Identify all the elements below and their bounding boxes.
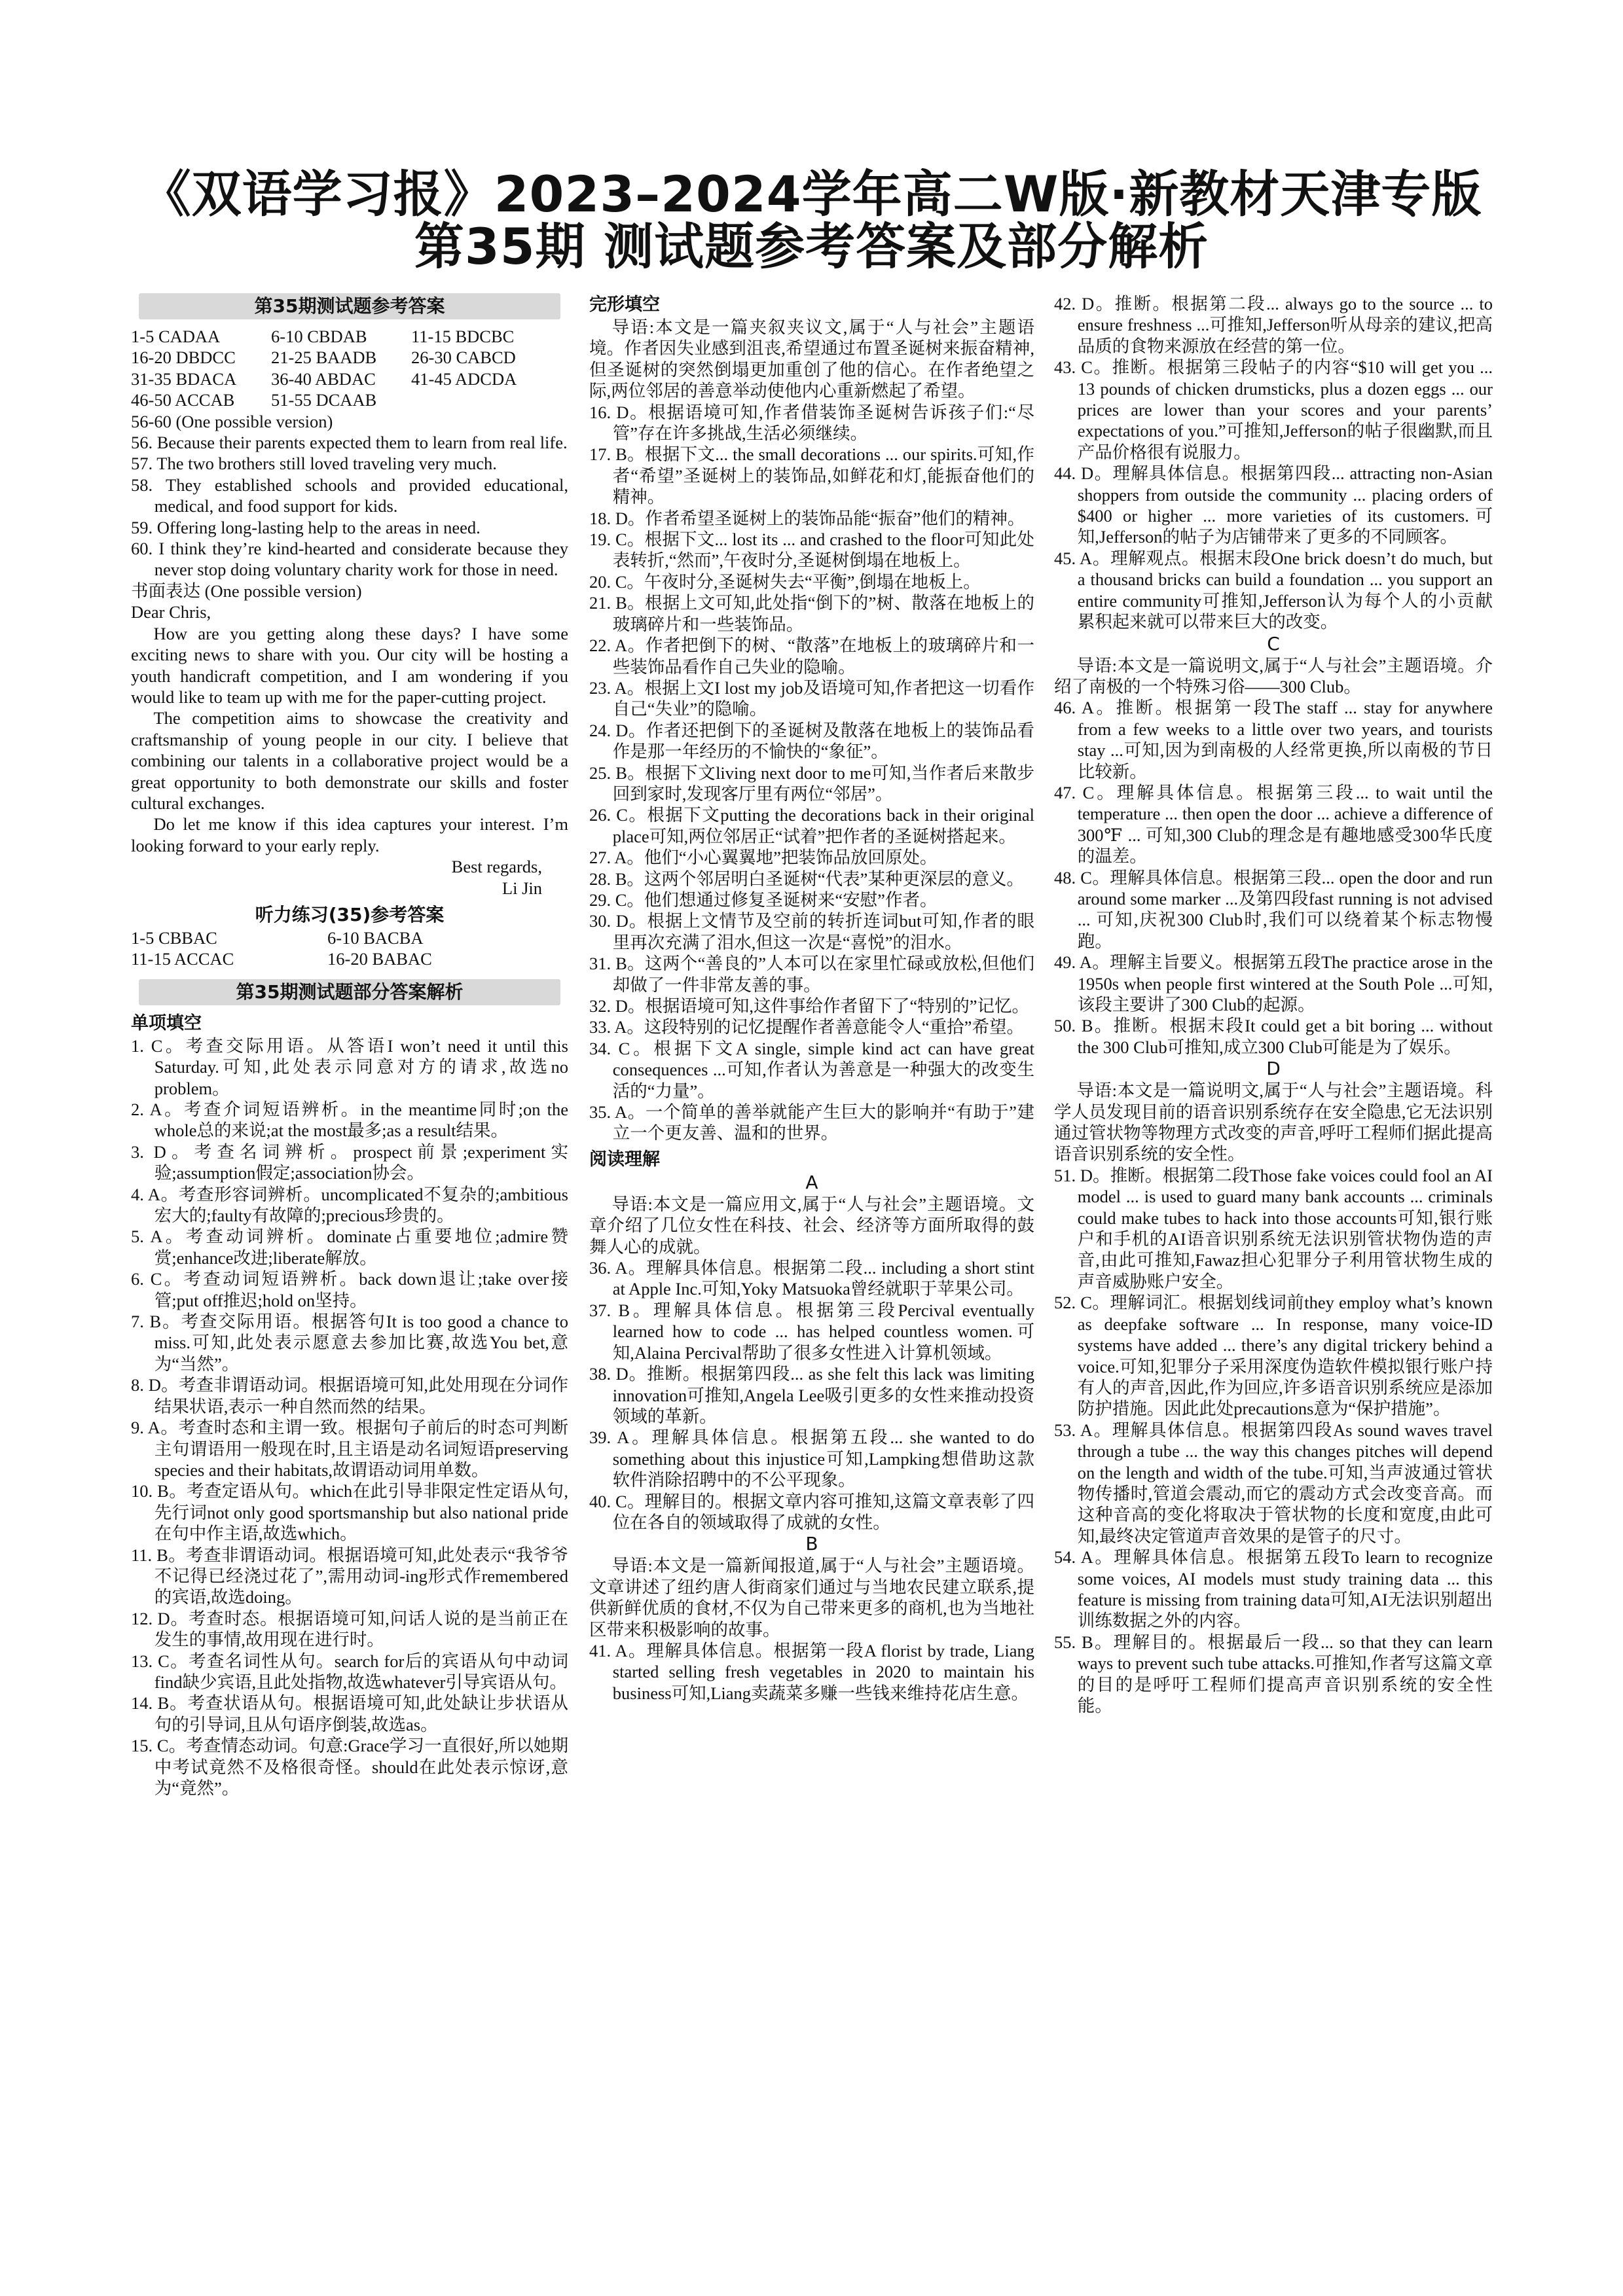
explanation-item: 3. D。考查名词辨析。prospect前景;experiment实验;assumption假定;association协会。 xyxy=(131,1141,568,1183)
column-1 xyxy=(131,293,568,1799)
column-3 xyxy=(1054,293,1493,1716)
intro-paragraph: 导语:本文是一篇说明文,属于“人与社会”主题语境。介绍了南极的一个特殊习俗——300 Club。 xyxy=(1054,655,1493,696)
explanation-item: 49. A。理解主旨要义。根据第五段The practice arose in the 1950s when people first wintered at the South Pole ...可知,该段主要讲了300 Club的起源。 xyxy=(1054,952,1493,1014)
explanation-item: 30. D。根据上文情节及空前的转折连词but可知,作者的眼里再次充满了泪水,但这一次是“喜悦”的泪水。 xyxy=(589,911,1034,952)
page-title-line-1: 《双语学习报》2023–2024学年高二W版·新教材天津专版 xyxy=(141,165,1482,223)
letter-paragraph: Do let me know if this idea captures your interest. I’m looking forward to your early reply. xyxy=(131,814,568,855)
explanation-item: 27. A。他们“小心翼翼地”把装饰品放回原处。 xyxy=(589,848,938,868)
answer-key-cell: 26-30 CABCD xyxy=(411,348,516,368)
answer-key-cell: 31-35 BDACA xyxy=(131,368,237,389)
explanation-item: 34. C。根据下文A single, simple kind act can have great consequences ...可知,作者认为善意是一种强大的改变生活的“力量”。 xyxy=(589,1038,1034,1101)
part-label: A xyxy=(805,1171,818,1193)
explanation-item: 6. C。考查动词短语辨析。back down退让;take over接管;put off推迟;hold on坚持。 xyxy=(131,1269,568,1310)
intro-paragraph: 导语:本文是一篇说明文,属于“人与社会”主题语境。科学人员发现目前的语音识别系统存在安全隐患,它无法识别通过管状物等物理方式改变的声音,呼吁工程师们据此提高语音识别系统的安全性。 xyxy=(1054,1081,1493,1164)
explanation-item: 42. D。推断。根据第二段... always go to the source ... to ensure freshness ...可推知,Jefferson听从母亲的建议,把高品质的食物来源放在经营的第一位。 xyxy=(1054,294,1493,356)
explanation-item: 17. B。根据下文... the small decorations ... our spirits.可知,作者“希望”圣诞树上的装饰品,如鲜花和灯,能振奋他们的精神。 xyxy=(589,444,1034,507)
answer-key-cell: 16-20 DBDCC xyxy=(131,348,236,368)
explanation-item: 20. C。午夜时分,圣诞树失去“平衡”,倒塌在地板上。 xyxy=(589,571,981,592)
explanation-item: 24. D。作者还把倒下的圣诞树及散落在地板上的装饰品看作是那一年经历的不愉快的“象征”。 xyxy=(589,720,1034,762)
explanation-item: 9. A。考查时态和主谓一致。根据句子前后的时态可判断主句谓语用一般现在时,且主语是动名词短语preserving species and their habitats,故谓语动词用单数。 xyxy=(131,1418,568,1480)
explanation-item: 21. B。根据上文可知,此处指“倒下的”树、散落在地板上的玻璃碎片和一些装饰品。 xyxy=(589,593,1034,634)
explanation-item: 37. B。理解具体信息。根据第三段Percival eventually learned how to code ... has helped countless women.可知,Alaina Percival帮助了很多女性进入计算机领域。 xyxy=(589,1300,1034,1363)
explanations-band: 第35期测试题部分答案解析 xyxy=(139,979,560,1005)
answer-key-cell: 6-10 BACBA xyxy=(327,927,424,948)
listening-heading: 听力练习(35)参考答案 xyxy=(255,903,445,925)
explanation-item: 16. D。根据语境可知,作者借装饰圣诞树告诉孩子们:“尽管”存在许多挑战,生活必须继续。 xyxy=(589,402,1034,444)
answer-key-cell: 11-15 BDCBC xyxy=(411,327,515,346)
explanation-item: 4. A。考查形容词辨析。uncomplicated不复杂的;ambitious宏大的;faulty有故障的;precious珍贵的。 xyxy=(131,1184,568,1226)
letter-signature: Li Jin xyxy=(501,878,542,898)
part-label: B xyxy=(805,1533,818,1555)
intro-paragraph: 导语:本文是一篇夹叙夹议文,属于“人与社会”主题语境。作者因失业感到沮丧,希望通过布置圣诞树来振奋精神,但圣诞树的突然倒塌更加重创了他的信心。在作者绝望之际,两位邻居的善意举动使他内心重新燃起了希望。 xyxy=(589,317,1034,401)
explanation-item: 48. C。理解具体信息。根据第三段... open the door and run around some marker ...及第四段fast running is not advised ... 可知,庆祝300 Club时,我们可以绕着某个标志物慢跑。 xyxy=(1054,867,1493,951)
answer-key-cell: 21-25 BAADB xyxy=(271,348,377,368)
intro-paragraph: 导语:本文是一篇新闻报道,属于“人与社会”主题语境。文章讲述了纽约唐人街商家们通过与当地农民建立联系,提供新鲜优质的食材,不仅为自己带来更多的商机,也为当地社区带来积极影响的故事。 xyxy=(589,1556,1034,1640)
answer-key-grid xyxy=(131,326,568,411)
section-heading: 单项填空 xyxy=(131,1013,202,1033)
writing-heading: 书面表达 (One possible version) xyxy=(131,581,362,601)
explanation-item: 7. B。考查交际用语。根据答句It is too good a chance to miss.可知,此处表示愿意去参加比赛,故选You bet,意为“当然”。 xyxy=(131,1312,568,1374)
answers-band: 第35期测试题参考答案 xyxy=(139,293,560,319)
answer-key-cell: 36-40 ABDAC xyxy=(271,368,376,389)
explanation-item: 22. A。作者把倒下的树、“散落”在地板上的玻璃碎片和一些装饰品看作自己失业的隐喻。 xyxy=(589,636,1034,677)
letter-greeting: Dear Chris, xyxy=(131,602,211,622)
explanation-item: 18. D。作者希望圣诞树上的装饰品能“振奋”他们的精神。 xyxy=(589,508,1025,528)
explanation-item: 38. D。推断。根据第四段... as she felt this lack was limiting innovation可推知,Angela Lee吸引更多的女性来推动投资领域的革新。 xyxy=(589,1364,1034,1426)
explanation-item: 1. C。考查交际用语。从答语I won’t need it until this Saturday.可知,此处表示同意对方的请求,故选no problem。 xyxy=(131,1035,568,1098)
explanation-item: 35. A。一个简单的善举就能产生巨大的影响并“有助于”建立一个更友善、温和的世界。 xyxy=(589,1102,1034,1143)
explanation-item: 31. B。这两个“善良的”人本可以在家里忙碌或放松,但他们却做了一件非常友善的事。 xyxy=(589,954,1034,995)
short-answer: 58. They established schools and provided educational, medical, and food support for kids. xyxy=(131,475,568,516)
answer-key-cell: 6-10 CBDAB xyxy=(271,327,367,346)
letter-paragraph: How are you getting along these days? I have some exciting news to share with you. Our city will be hosting a youth handicraft competition, and I am wondering if you would like to team up with me for the paper-cutting project. xyxy=(131,623,568,707)
short-answer: 60. I think they’re kind-hearted and considerate because they never stop doing voluntary charity work for those in need. xyxy=(131,539,568,580)
explanation-item: 36. A。理解具体信息。根据第二段... including a short stint at Apple Inc.可知,Yoky Matsuoka曾经就职于苹果公司。 xyxy=(589,1258,1034,1299)
explanation-item: 39. A。理解具体信息。根据第五段... she wanted to do something about this injustice可知,Lampking想借助这款软件消除招聘中的不公平现象。 xyxy=(589,1427,1034,1490)
explanation-item: 15. C。考查情态动词。句意:Grace学习一直很好,所以她期中考试竟然不及格很奇怪。should在此处表示惊讶,意为“竟然”。 xyxy=(131,1736,568,1798)
explanation-item: 11. B。考查非谓语动词。根据语境可知,此处表示“我爷爷不记得已经浇过花了”,需用动词-ing形式作remembered的宾语,故选doing。 xyxy=(131,1545,568,1607)
explanation-item: 46. A。推断。根据第一段The staff ... stay for anywhere from a few weeks to a little over two years, and tourists stay ...可知,因为到南极的人经常更换,所以南极的节日比较新。 xyxy=(1054,698,1493,781)
answer-key-cell: 11-15 ACCAC xyxy=(131,949,234,969)
short-answer: 56. Because their parents expected them to learn from real life. xyxy=(131,433,568,453)
answer-key-cell: 46-50 ACCAB xyxy=(131,390,235,410)
listening-answer-grid xyxy=(131,927,568,970)
possible-version-heading: 56-60 (One possible version) xyxy=(131,411,333,431)
explanation-item: 41. A。理解具体信息。根据第一段A florist by trade, Liang started selling fresh vegetables in 2020 to maintain his business可知,Liang卖蔬菜多赚一些钱来维持花店生意。 xyxy=(589,1640,1034,1703)
answer-key-cell: 1-5 CADAA xyxy=(131,327,221,346)
explanation-item: 53. A。理解具体信息。根据第四段As sound waves travel through a tube ... the way this changes pitches will depend on the length and width of the tube.可知,当声波通过管状物传播时,管道会震动,而它的震动方式会改变音高。而这种音高的变化将取决于管状物的长度和宽度,由此可知,最终决定管道声音效果的是管子的尺寸。 xyxy=(1054,1420,1493,1546)
explanation-item: 8. D。考查非谓语动词。根据语境可知,此处用现在分词作结果状语,表示一种自然而然的结果。 xyxy=(131,1375,568,1416)
short-answer: 57. The two brothers still loved traveling very much. xyxy=(131,454,497,474)
section-heading: 完形填空 xyxy=(589,295,660,315)
answer-key-cell: 41-45 ADCDA xyxy=(411,368,517,389)
short-answer: 59. Offering long-lasting help to the areas in need. xyxy=(131,517,481,537)
explanation-item: 12. D。考查时态。根据语境可知,问话人说的是当前正在发生的事情,故用现在进行时。 xyxy=(131,1608,568,1650)
explanation-item: 26. C。根据下文putting the decorations back in their original place可知,两位邻居正“试着”把作者的圣诞树搭起来。 xyxy=(589,805,1034,846)
part-label: D xyxy=(1266,1058,1281,1080)
explanation-item: 51. D。推断。根据第二段Those fake voices could fool an AI model ... is used to guard many bank accounts ... criminals could make tubes to hack into those accounts可知,银行账户和手机的AI语音识别系统无法识别管状物伪造的声音,由此可推知,Fawaz担心犯罪分子利用管状物生成的声音威胁账户安全。 xyxy=(1054,1165,1493,1291)
column-2 xyxy=(589,293,1034,1704)
explanation-item: 5. A。考查动词辨析。dominate占重要地位;admire赞赏;enhance改进;liberate解放。 xyxy=(131,1227,568,1268)
explanation-item: 40. C。理解目的。根据文章内容可推知,这篇文章表彰了四位在各自的领域取得了成就的女性。 xyxy=(589,1491,1034,1532)
explanation-item: 23. A。根据上文I lost my job及语境可知,作者把这一切看作自己“失业”的隐喻。 xyxy=(589,677,1034,719)
explanation-item: 13. C。考查名词性从句。search for后的宾语从句中动词find缺少宾语,且此处指物,故选whatever引导宾语从句。 xyxy=(131,1651,568,1692)
letter-paragraph: The competition aims to showcase the creativity and craftsmanship of young people in our city. I believe that combining our talents in a collaborative project would be a great opportunity to both demonstrate our skills and foster cultural exchanges. xyxy=(131,708,568,813)
part-label: C xyxy=(1267,632,1280,655)
intro-paragraph: 导语:本文是一篇应用文,属于“人与社会”主题语境。文章介绍了几位女性在科技、社会、经济等方面所取得的鼓舞人心的成就。 xyxy=(589,1194,1034,1257)
explanation-item: 25. B。根据下文living next door to me可知,当作者后来散步回到家时,发现客厅里有两位“邻居”。 xyxy=(589,762,1034,804)
explanation-item: 33. A。这段特别的记忆提醒作者善意能令人“重拾”希望。 xyxy=(589,1017,1024,1037)
explanation-item: 52. C。理解词汇。根据划线词前they employ what’s known as deepfake software ... In response, many voice-ID systems have added ... there’s any digital trickery behind a voice.可知,犯罪分子采用深度伪造软件模拟银行账户持有人的声音,因此,作为回应,许多语音识别系统应是添加防护措施。因此此处precautions意为“保护措施”。 xyxy=(1054,1293,1493,1419)
explanation-item: 29. C。他们想通过修复圣诞树来“安慰”作者。 xyxy=(589,889,938,910)
explanation-item: 54. A。理解具体信息。根据第五段To learn to recognize some voices, AI models must study training data ... this feature is missing from training data可知,AI无法识别超出训练数据之外的内容。 xyxy=(1054,1547,1493,1631)
explanation-item: 47. C。理解具体信息。根据第三段... to wait until the temperature ... then open the door ... achieve a difference of 300℉ ... 可知,300 Club的理念是有趣地感受300华氏度的温差。 xyxy=(1054,782,1493,867)
explanation-item: 55. B。理解目的。根据最后一段... so that they can learn ways to prevent such tube attacks.可推知,作者写这篇文章的目的是呼吁工程师们提高声音识别系统的安全性能。 xyxy=(1054,1632,1493,1715)
explanation-item: 10. B。考查定语从句。which在此引导非限定性定语从句,先行词not only good sportsmanship but also national pride在句中作主语,故选which。 xyxy=(131,1481,568,1544)
explanation-item: 44. D。理解具体信息。根据第四段... attracting non-Asian shoppers from outside the community ... placing orders of $400 or higher ... more varieties of its customers.可知,Jefferson的帖子为店铺带来了更多的不同顾客。 xyxy=(1054,463,1493,547)
page-title-line-2: 第35期 测试题参考答案及部分解析 xyxy=(414,217,1209,276)
answer-key-cell: 16-20 BABAC xyxy=(327,949,432,969)
explanation-item: 50. B。推断。根据末段It could get a bit boring ... without the 300 Club可推知,成立300 Club可能是为了娱乐。 xyxy=(1054,1016,1493,1057)
section-heading: 阅读理解 xyxy=(589,1149,660,1170)
explanation-item: 2. A。考查介词短语辨析。in the meantime同时;on the whole总的来说;at the most最多;as a result结果。 xyxy=(131,1100,568,1141)
explanation-item: 32. D。根据语境可知,这件事给作者留下了“特别的”记忆。 xyxy=(589,996,1030,1016)
answer-key-cell: 51-55 DCAAB xyxy=(271,390,377,410)
answer-key-cell: 1-5 CBBAC xyxy=(131,927,217,948)
letter-closing: Best regards, xyxy=(451,857,542,877)
explanation-item: 28. B。这两个邻居明白圣诞树“代表”某种更深层的意义。 xyxy=(589,869,1024,889)
explanation-item: 14. B。考查状语从句。根据语境可知,此处缺让步状语从句的引导词,且从句语序倒装,故选as。 xyxy=(131,1693,568,1734)
explanation-item: 45. A。理解观点。根据末段One brick doesn’t do much, but a thousand bricks can build a foundation ... you support an entire community可推知,Jefferson认为每个人的小贡献累积起来就可以带来巨大的改变。 xyxy=(1054,548,1493,632)
explanation-item: 19. C。根据下文... lost its ... and crashed to the floor可知此处表转折,“然而”,午夜时分,圣诞树倒塌在地板上。 xyxy=(589,529,1034,571)
explanation-item: 43. C。推断。根据第三段帖子的内容“$10 will get you ... 13 pounds of chicken drumsticks, plus a dozen eggs ... our prices are lower than your scores and your parents’ expectations of you.”可推知,Jefferson的帖子很幽默,而且产品价格很有说服力。 xyxy=(1054,357,1493,462)
